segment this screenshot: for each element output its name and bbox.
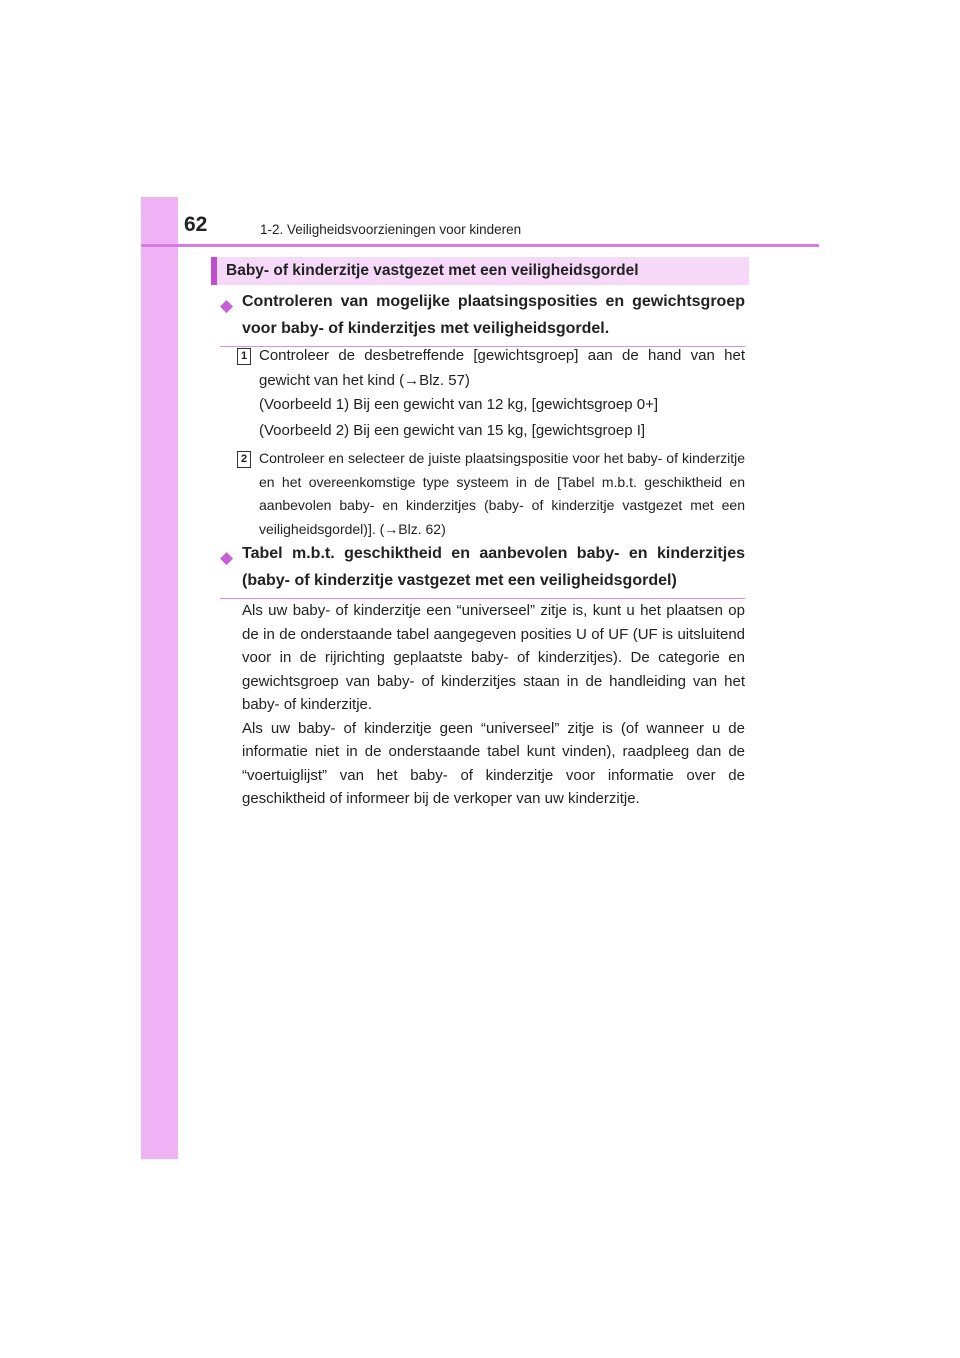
page-number: 62 bbox=[184, 213, 208, 236]
example-2: (Voorbeeld 2) Bij een gewicht van 15 kg, [gewichtsgroep I] bbox=[259, 422, 646, 439]
section-title: Baby- of kinderzitje vastgezet met een veiligheidsgordel bbox=[226, 262, 639, 279]
paragraph-universal: Als uw baby- of kinderzitje een “universeel” zitje is, kunt u het plaatsen op de in de onderstaande tabel aangegeven posities U of UF (UF is uitsluitend voor in de rijrichting geplaatste baby- of kinderzitjes). De categorie en gewichtsgroep van baby- of kinderzitjes staan in de handleiding van het baby- of kinderzitje. bbox=[242, 602, 745, 713]
running-header: 1-2. Veiligheidsvoorzieningen voor kinderen bbox=[260, 222, 522, 237]
step-1 bbox=[237, 344, 745, 393]
subsection-heading-placement bbox=[220, 288, 745, 347]
example-1: (Voorbeeld 1) Bij een gewicht van 12 kg, [gewichtsgroep 0+] bbox=[259, 396, 658, 413]
subsection-heading-text: Controleren van mogelijke plaatsingsposities en gewichtsgroep voor baby- of kinderzitjes met veiligheidsgordel. bbox=[242, 293, 745, 337]
diamond-bullet-icon: ◆ bbox=[220, 548, 234, 567]
step-text: Controleer de desbetreffende [gewichtsgroep] aan de hand van het gewicht van het kind (→Blz. 57) bbox=[259, 347, 745, 389]
diamond-bullet-icon: ◆ bbox=[220, 296, 234, 315]
body-text bbox=[242, 599, 745, 811]
step-number-box: 1 bbox=[237, 348, 251, 365]
step-text: Controleer en selecteer de juiste plaatsingspositie voor het baby- of kinderzitje en het overeenkomstige type systeem in de [Tabel m.b.t. geschiktheid en aanbevolen baby- en kinderzitjes (baby- of kinderzitje vastgezet met een veiligheidsgordel)]. (→Blz. 62) bbox=[259, 450, 745, 537]
step-2 bbox=[237, 447, 745, 541]
paragraph-non-universal: Als uw baby- of kinderzitje geen “universeel” zitje is (of wanneer u de informatie niet in de onderstaande tabel kunt vinden), raadpleeg dan de “voertuiglijst” van het baby- of kinderzitje voor informatie over de geschiktheid of informeer bij de verkoper van uw kinderzitje. bbox=[242, 719, 745, 807]
side-tab-strip bbox=[141, 197, 178, 1159]
section-title-bar bbox=[211, 257, 749, 285]
subsection-heading-table bbox=[220, 540, 745, 599]
step-number-box: 2 bbox=[237, 451, 251, 468]
subsection-heading-text: Tabel m.b.t. geschiktheid en aanbevolen baby- en kinderzitjes (baby- of kinderzitje vastgezet met een veiligheidsgordel) bbox=[242, 545, 745, 589]
header-rule bbox=[141, 244, 819, 247]
